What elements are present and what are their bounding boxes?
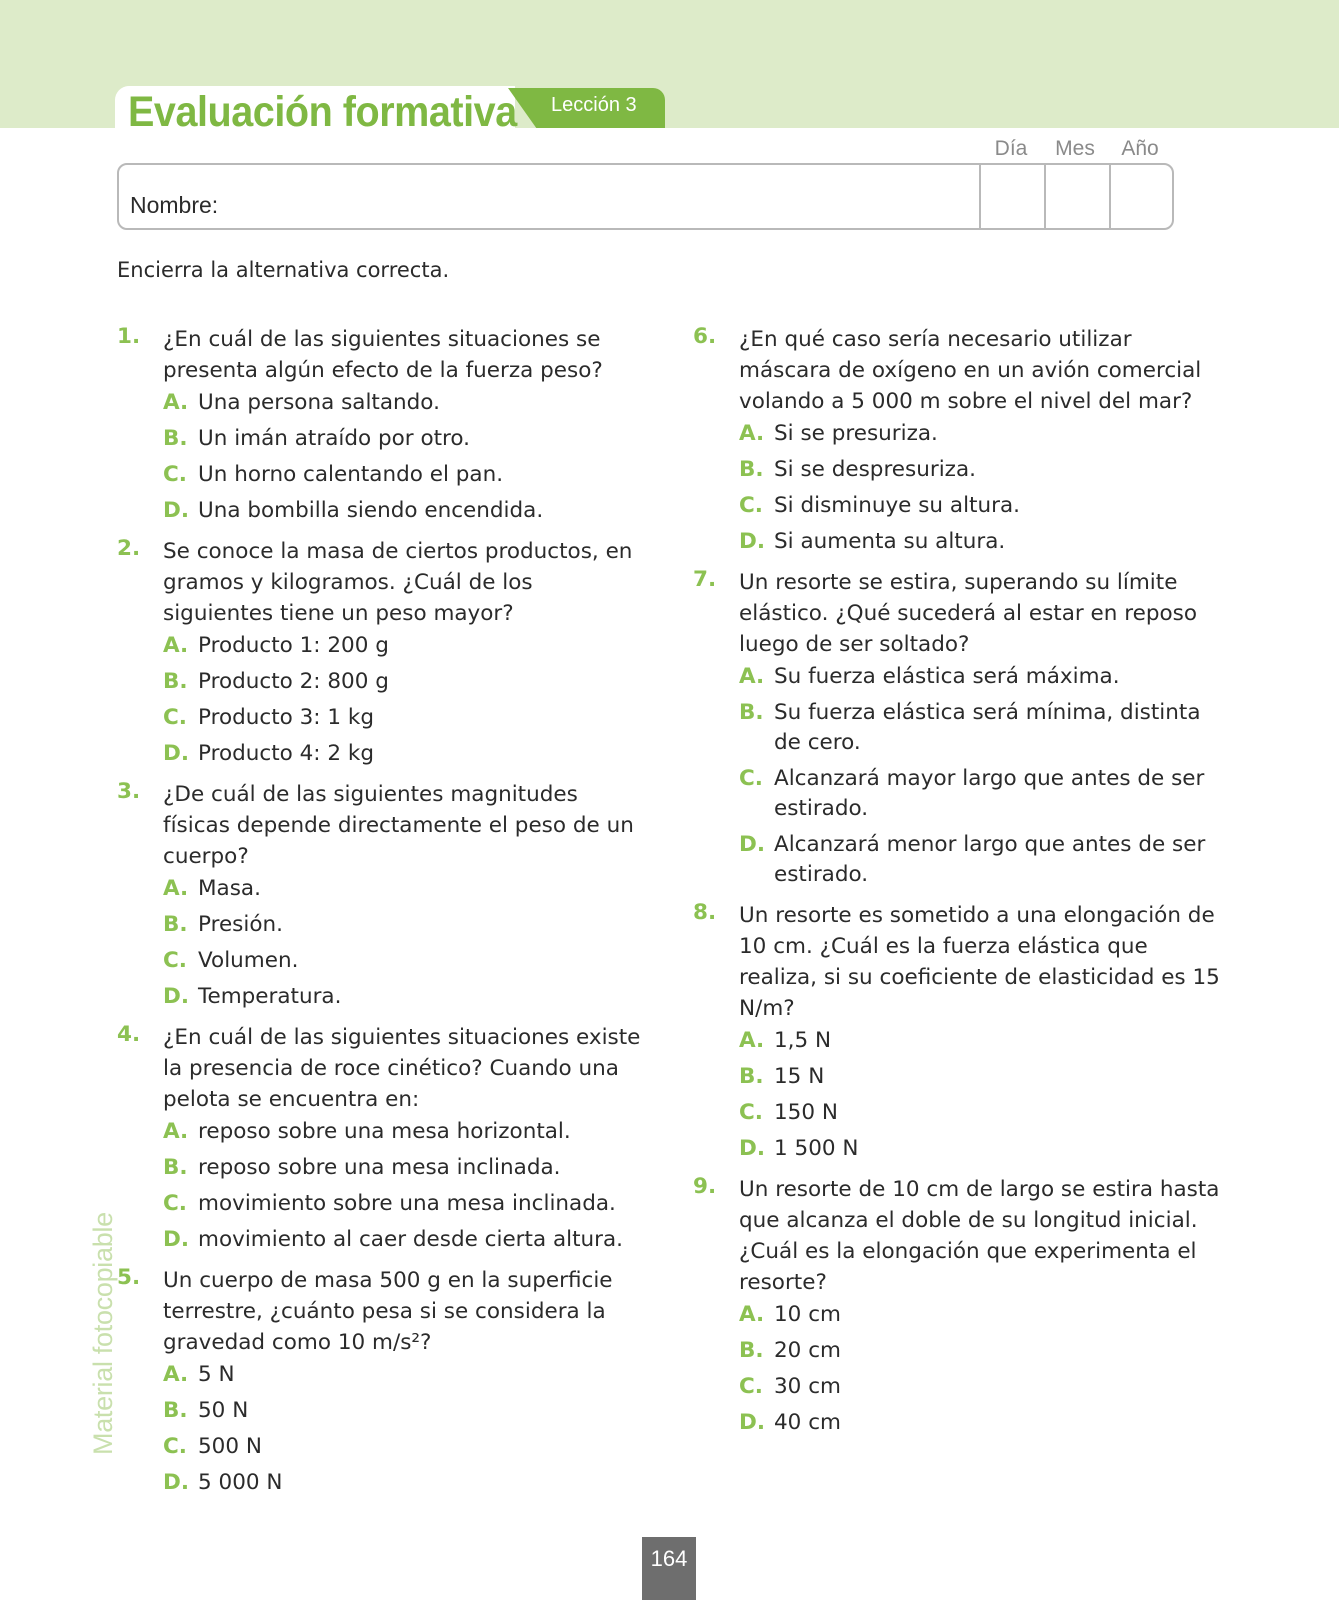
option-letter: D.: [163, 741, 190, 766]
option-text: Su fuerza elástica será máxima.: [774, 664, 1120, 689]
option-d[interactable]: [163, 1225, 647, 1255]
option-letter: D.: [163, 1470, 190, 1495]
option-letter: D.: [739, 529, 766, 554]
option-text: Si aumenta su altura.: [774, 529, 1006, 554]
option-b[interactable]: [163, 1396, 647, 1426]
option-text: Si disminuye su altura.: [774, 493, 1020, 518]
option-text: 1,5 N: [774, 1028, 832, 1053]
option-c[interactable]: [163, 1432, 647, 1462]
option-c[interactable]: [163, 1189, 647, 1219]
name-label: Nombre:: [130, 192, 219, 218]
name-field[interactable]: [117, 163, 1174, 230]
option-a[interactable]: [163, 1117, 647, 1147]
option-text: Producto 4: 2 kg: [198, 741, 374, 766]
question-number: 1.: [117, 324, 141, 349]
option-text: 20 cm: [774, 1338, 841, 1363]
option-text: reposo sobre una mesa inclinada.: [198, 1155, 561, 1180]
option-letter: B.: [739, 457, 764, 482]
question-number: 8.: [693, 900, 717, 925]
option-c[interactable]: [739, 764, 1223, 824]
option-d[interactable]: [739, 1408, 1223, 1438]
option-text: 50 N: [198, 1398, 249, 1423]
question-text: Un resorte de 10 cm de largo se estira hasta que alcanza el doble de su longitud inicial. ¿Cuál es la elongación que experimenta el resorte?: [739, 1177, 1220, 1295]
option-a[interactable]: [739, 419, 1223, 449]
option-text: Producto 1: 200 g: [198, 633, 389, 658]
option-letter: B.: [739, 1338, 764, 1363]
question-9: [693, 1174, 1223, 1438]
option-text: 150 N: [774, 1100, 838, 1125]
question-text: ¿En cuál de las siguientes situaciones se presenta algún efecto de la fuerza peso?: [163, 327, 603, 383]
option-c[interactable]: [739, 491, 1223, 521]
question-number: 5.: [117, 1265, 141, 1290]
option-letter: A.: [163, 390, 189, 415]
option-letter: A.: [739, 1302, 765, 1327]
option-text: Su fuerza elástica será mínima, distinta de cero.: [774, 700, 1201, 755]
option-text: Un imán atraído por otro.: [198, 426, 471, 451]
option-text: 30 cm: [774, 1374, 841, 1399]
question-number: 2.: [117, 536, 141, 561]
option-letter: A.: [163, 876, 189, 901]
option-a[interactable]: [739, 1300, 1223, 1330]
option-text: movimiento al caer desde cierta altura.: [198, 1227, 624, 1252]
option-c[interactable]: [739, 1098, 1223, 1128]
option-b[interactable]: [739, 1062, 1223, 1092]
option-text: Masa.: [198, 876, 261, 901]
option-d[interactable]: [163, 496, 647, 526]
option-c[interactable]: [163, 460, 647, 490]
option-letter: D.: [163, 1227, 190, 1252]
option-b[interactable]: [163, 667, 647, 697]
date-year-label: Año: [1121, 137, 1159, 160]
option-b[interactable]: [739, 698, 1223, 758]
option-b[interactable]: [163, 910, 647, 940]
option-text: Si se despresuriza.: [774, 457, 976, 482]
question-number: 6.: [693, 324, 717, 349]
question-4: [117, 1022, 647, 1255]
date-month-label: Mes: [1055, 137, 1095, 160]
option-text: movimiento sobre una mesa inclinada.: [198, 1191, 616, 1216]
option-letter: A.: [163, 1362, 189, 1387]
option-text: Volumen.: [198, 948, 299, 973]
date-day-label: Día: [994, 137, 1028, 160]
option-b[interactable]: [739, 455, 1223, 485]
option-letter: C.: [739, 1100, 763, 1125]
question-text: ¿De cuál de las siguientes magnitudes físicas depende directamente el peso de un cuerpo?: [163, 782, 634, 869]
option-b[interactable]: [163, 424, 647, 454]
option-letter: A.: [739, 664, 765, 689]
option-c[interactable]: [163, 703, 647, 733]
question-text: ¿En qué caso sería necesario utilizar máscara de oxígeno en un avión comercial volando a 5 000 m sobre el nivel del mar?: [739, 327, 1202, 414]
option-text: Alcanzará mayor largo que antes de ser estirado.: [774, 766, 1205, 821]
right-column: [693, 324, 1223, 1448]
question-7: [693, 567, 1223, 890]
option-text: reposo sobre una mesa horizontal.: [198, 1119, 571, 1144]
option-c[interactable]: [163, 946, 647, 976]
question-number: 9.: [693, 1174, 717, 1199]
option-text: 15 N: [774, 1064, 825, 1089]
option-letter: B.: [163, 1398, 188, 1423]
option-text: Un horno calentando el pan.: [198, 462, 504, 487]
option-a[interactable]: [739, 662, 1223, 692]
option-letter: B.: [163, 912, 188, 937]
question-text: Un cuerpo de masa 500 g en la superficie terrestre, ¿cuánto pesa si se considera la gravedad como 10 m/s²?: [163, 1268, 613, 1355]
option-a[interactable]: [739, 1026, 1223, 1056]
left-column: [117, 324, 647, 1508]
option-a[interactable]: [163, 1360, 647, 1390]
option-letter: B.: [163, 1155, 188, 1180]
question-6: [693, 324, 1223, 557]
option-text: Alcanzará menor largo que antes de ser estirado.: [774, 832, 1206, 887]
option-text: 5 000 N: [198, 1470, 283, 1495]
option-text: 5 N: [198, 1362, 235, 1387]
option-letter: A.: [163, 1119, 189, 1144]
date-divider: [1109, 163, 1111, 230]
option-text: Presión.: [198, 912, 283, 937]
option-d[interactable]: [163, 739, 647, 769]
option-text: 10 cm: [774, 1302, 841, 1327]
option-letter: D.: [163, 984, 190, 1009]
question-text: ¿En cuál de las siguientes situaciones existe la presencia de roce cinético? Cuando una pelota se encuentra en:: [163, 1025, 641, 1112]
option-letter: C.: [163, 1434, 187, 1459]
option-d[interactable]: [163, 982, 647, 1012]
question-8: [693, 900, 1223, 1164]
instruction: Encierra la alternativa correcta.: [117, 258, 450, 282]
option-a[interactable]: [163, 874, 647, 904]
side-label: Material fotocopiable: [88, 1212, 118, 1455]
option-text: 1 500 N: [774, 1136, 859, 1161]
option-letter: C.: [163, 462, 187, 487]
question-text: Un resorte es sometido a una elongación de 10 cm. ¿Cuál es la fuerza elástica que realiza, si su coeficiente de elasticidad es 15 N/m?: [739, 903, 1220, 1021]
option-letter: C.: [163, 705, 187, 730]
page-title: Evaluación formativa: [128, 88, 517, 136]
option-text: Si se presuriza.: [774, 421, 938, 446]
option-text: Producto 3: 1 kg: [198, 705, 374, 730]
option-text: 500 N: [198, 1434, 262, 1459]
option-letter: D.: [739, 832, 766, 857]
option-letter: A.: [739, 1028, 765, 1053]
option-letter: A.: [739, 421, 765, 446]
option-letter: C.: [163, 1191, 187, 1216]
option-d[interactable]: [163, 1468, 647, 1498]
option-letter: B.: [163, 669, 188, 694]
option-c[interactable]: [739, 1372, 1223, 1402]
option-b[interactable]: [163, 1153, 647, 1183]
question-text: Se conoce la masa de ciertos productos, en gramos y kilogramos. ¿Cuál de los siguientes tiene un peso mayor?: [163, 539, 633, 626]
question-number: 7.: [693, 567, 717, 592]
option-letter: C.: [739, 493, 763, 518]
option-d[interactable]: [739, 1134, 1223, 1164]
question-number: 4.: [117, 1022, 141, 1047]
question-1: [117, 324, 647, 526]
question-3: [117, 779, 647, 1012]
option-text: Producto 2: 800 g: [198, 669, 389, 694]
option-letter: B.: [163, 426, 188, 451]
option-letter: C.: [739, 766, 763, 791]
option-letter: D.: [739, 1136, 766, 1161]
option-letter: B.: [739, 1064, 764, 1089]
option-letter: C.: [739, 1374, 763, 1399]
page-number: 164: [650, 1546, 688, 1571]
option-letter: A.: [163, 633, 189, 658]
option-d[interactable]: [739, 830, 1223, 890]
option-letter: B.: [739, 700, 764, 725]
date-divider: [1044, 163, 1046, 230]
date-divider: [979, 163, 981, 230]
question-text: Un resorte se estira, superando su límite elástico. ¿Qué sucederá al estar en reposo luego de ser soltado?: [739, 570, 1197, 657]
option-d[interactable]: [739, 527, 1223, 557]
option-text: Temperatura.: [198, 984, 342, 1009]
lesson-label: Lección 3: [551, 94, 637, 116]
option-letter: C.: [163, 948, 187, 973]
question-5: [117, 1265, 647, 1498]
option-a[interactable]: [163, 631, 647, 661]
option-letter: D.: [163, 498, 190, 523]
option-text: Una persona saltando.: [198, 390, 440, 415]
question-number: 3.: [117, 779, 141, 804]
question-2: [117, 536, 647, 769]
option-text: Una bombilla siendo encendida.: [198, 498, 544, 523]
option-b[interactable]: [739, 1336, 1223, 1366]
option-text: 40 cm: [774, 1410, 841, 1435]
option-letter: D.: [739, 1410, 766, 1435]
option-a[interactable]: [163, 388, 647, 418]
